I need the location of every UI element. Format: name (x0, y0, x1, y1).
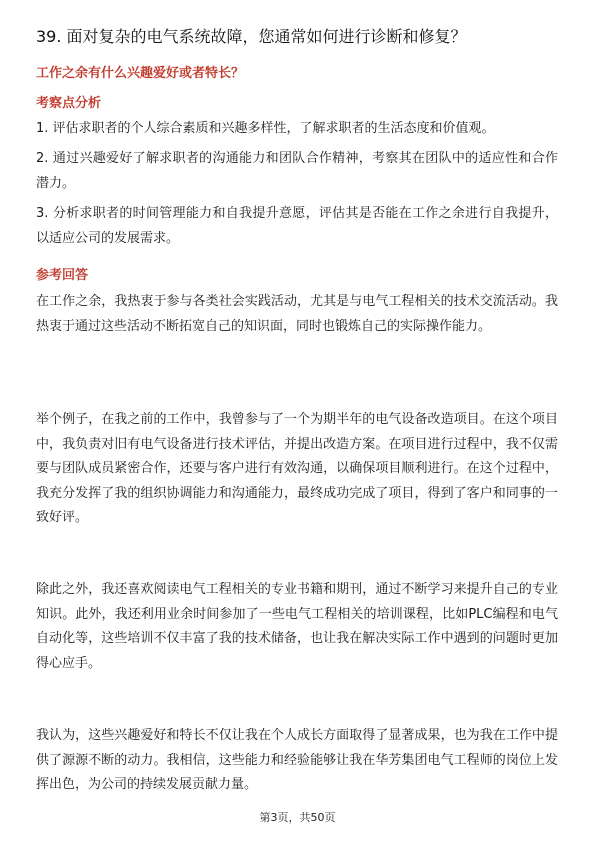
analysis-item-2: 2. 通过兴趣爱好了解求职者的沟通能力和团队合作精神，考察其在团队中的适应性和合作潜力。 (36, 151, 558, 191)
sub-question: 工作之余有什么兴趣爱好或者特长？ (36, 66, 245, 81)
answer-paragraph-4: 我认为，这些兴趣爱好和特长不仅让我在个人成长方面取得了显著成果，也为我在工作中提供了源源不断的动力。我相信，这些能力和经验能够让我在华芳集团电气工程师的岗位上发挥出色，为公司的持续发展贡献力量。 (36, 728, 558, 792)
answer-paragraph-3: 除此之外，我还喜欢阅读电气工程相关的专业书籍和期刊，通过不断学习来提升自己的专业知识。此外，我还利用业余时间参加了一些电气工程相关的培训课程，比如PLC编程和电气自动化等，这些培训不仅丰富了我的技术储备，也让我在解决实际工作中遇到的问题时更加得心应手。 (36, 582, 558, 671)
answer-paragraph-1: 在工作之余，我热衷于参与各类社会实践活动，尤其是与电气工程相关的技术交流活动。我热衷于通过这些活动不断拓宽自己的知识面，同时也锻炼自己的实际操作能力。 (36, 294, 558, 334)
analysis-heading: 考察点分析 (36, 96, 102, 111)
page-footer: 第3页，共50页 (259, 811, 336, 824)
analysis-item-1: 1. 评估求职者的个人综合素质和兴趣多样性，了解求职者的生活态度和价值观。 (36, 121, 495, 136)
answer-paragraph-2: 举个例子，在我之前的工作中，我曾参与了一个为期半年的电气设备改造项目。在这个项目中，我负责对旧有电气设备进行技术评估，并提出改造方案。在项目进行过程中，我不仅需要与团队成员紧密合作，还要与客户进行有效沟通，以确保项目顺利进行。在这个过程中，我充分发挥了我的组织协调能力和沟通能力，最终成功完成了项目，得到了客户和同事的一致好评。 (36, 412, 558, 525)
question-title: 39. 面对复杂的电气系统故障，您通常如何进行诊断和修复？ (36, 27, 467, 46)
answer-heading: 参考回答 (36, 268, 89, 283)
analysis-item-3: 3. 分析求职者的时间管理能力和自我提升意愿，评估其是否能在工作之余进行自我提升，以适应公司的发展需求。 (36, 206, 558, 246)
